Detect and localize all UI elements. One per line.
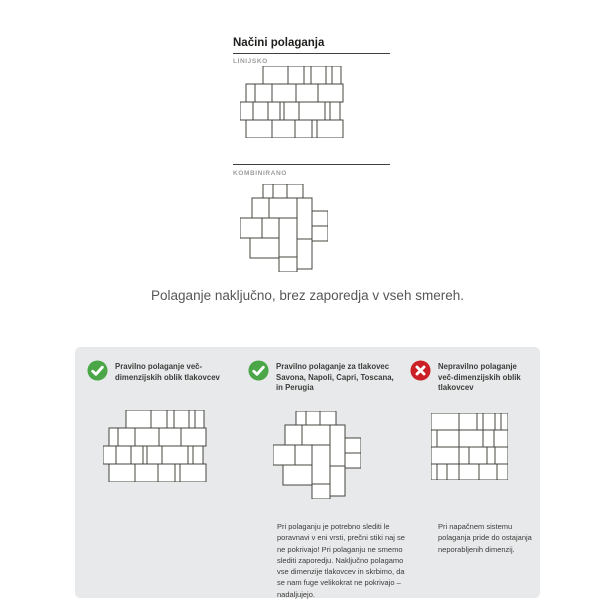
column-header [87,360,237,383]
column-header [248,360,400,394]
caption-text: Polaganje naključno, brez zaporedja v vseh smereh. [151,288,464,303]
incorrect-grid-diagram [431,413,508,480]
section-divider [233,164,390,165]
column-title: Nepravilno polaganje več-dimenzijskih oblik tlakovcev [438,362,521,393]
column-body-text: Pri polaganju je potrebno slediti le poravnavi v eni vrsti, prečni stiki naj se ne pokrivajo! Pri polaganju ne smemo slediti zaporedju. Naključno polagamo vse dimenzije tlakovcev in skrbimo, da se nam fuge velikokrat ne pokrivajo – nadaljujejo. [277,522,405,599]
linijsko-pattern-diagram [240,66,344,138]
check-circle-icon [87,360,108,381]
pattern-label-kombinirano: KOMBINIRANO [233,170,287,177]
panel-column-incorrect [410,360,532,554]
kombinirano-pattern-diagram [240,184,328,272]
column-title: Pravilno polaganje več-dimenzijskih oblik tlakovcev [115,362,220,382]
panel-column-correct-multidim [87,360,237,383]
section-title: Načini polaganja [233,37,390,54]
check-circle-icon [248,360,269,381]
pattern-label-linijsko: LINIJSKO [233,58,268,65]
correct-kombinirano-diagram [273,411,361,499]
column-body-text: Pri napačnem sistemu polaganja pride do ostajanja neporabljenih dimenzij. [438,522,532,554]
column-title: Pravilno polaganje za tlakovec Savona, Napoli, Capri, Toscana, in Perugia [276,362,394,393]
x-circle-icon [410,360,431,381]
instruction-panel [75,347,540,598]
correct-linijsko-diagram [103,410,207,482]
panel-column-correct-random [248,360,405,599]
column-header [410,360,532,394]
